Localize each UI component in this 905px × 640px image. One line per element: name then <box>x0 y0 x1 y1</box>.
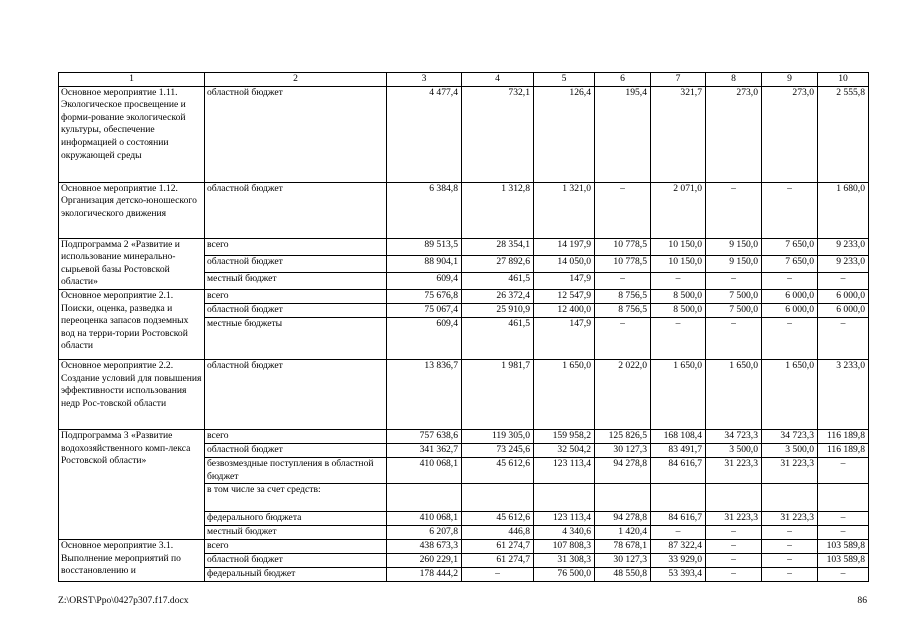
value-cell: 75 676,8 <box>387 289 462 303</box>
value-cell: – <box>818 568 869 582</box>
value-cell: 125 826,5 <box>595 429 651 443</box>
value-cell: 4 340,6 <box>534 526 595 540</box>
page-number: 86 <box>857 595 867 606</box>
value-cell <box>762 484 818 512</box>
value-cell: 3 500,0 <box>706 443 762 457</box>
header-row <box>59 73 869 87</box>
value-cell: 31 223,3 <box>706 457 762 483</box>
funding-source: всего <box>205 289 387 303</box>
value-cell: – <box>818 526 869 540</box>
value-cell: 3 500,0 <box>762 443 818 457</box>
funding-source: местные бюджеты <box>205 317 387 359</box>
measure-name: Подпрограмма 2 «Развитие и использование минерально-сырьевой базы Ростовской области» <box>59 238 205 289</box>
value-cell: 27 892,6 <box>462 255 534 272</box>
value-cell: 1 650,0 <box>534 359 595 429</box>
funding-source: областной бюджет <box>205 86 387 182</box>
value-cell: 8 756,5 <box>595 303 651 317</box>
value-cell: 12 400,0 <box>534 303 595 317</box>
value-cell <box>595 484 651 512</box>
value-cell: 461,5 <box>462 272 534 289</box>
funding-source: федерального бюджета <box>205 512 387 526</box>
table-row <box>59 238 869 255</box>
value-cell: 34 723,3 <box>706 429 762 443</box>
value-cell: – <box>762 272 818 289</box>
measure-name: Основное мероприятие 2.2. Создание условий для повышения эффективности использования недр Рос-товской области <box>59 359 205 429</box>
header-cell: 9 <box>762 73 818 87</box>
value-cell: 14 050,0 <box>534 255 595 272</box>
value-cell: 7 650,0 <box>762 255 818 272</box>
funding-source: всего <box>205 540 387 554</box>
measure-name: Основное мероприятие 3.1. Выполнение мероприятий по восстановлению и <box>59 540 205 582</box>
value-cell: – <box>706 182 762 238</box>
value-cell: 147,9 <box>534 272 595 289</box>
value-cell: 7 500,0 <box>706 303 762 317</box>
value-cell: 119 305,0 <box>462 429 534 443</box>
value-cell: 88 904,1 <box>387 255 462 272</box>
value-cell: 1 321,0 <box>534 182 595 238</box>
value-cell: 9 150,0 <box>706 238 762 255</box>
value-cell: 1 650,0 <box>706 359 762 429</box>
value-cell: 31 223,3 <box>762 512 818 526</box>
value-cell: – <box>651 526 706 540</box>
value-cell: 73 245,6 <box>462 443 534 457</box>
funding-source: областной бюджет <box>205 303 387 317</box>
value-cell: 25 910,9 <box>462 303 534 317</box>
value-cell: 31 223,3 <box>706 512 762 526</box>
value-cell: 1 981,7 <box>462 359 534 429</box>
funding-source: областной бюджет <box>205 554 387 568</box>
value-cell: – <box>762 568 818 582</box>
value-cell: 178 444,2 <box>387 568 462 582</box>
value-cell: 2 022,0 <box>595 359 651 429</box>
value-cell: – <box>818 457 869 483</box>
value-cell: 3 233,0 <box>818 359 869 429</box>
header-cell: 7 <box>651 73 706 87</box>
header-cell: 5 <box>534 73 595 87</box>
value-cell: 30 127,3 <box>595 554 651 568</box>
value-cell: 446,8 <box>462 526 534 540</box>
value-cell: 14 197,9 <box>534 238 595 255</box>
value-cell: – <box>818 317 869 359</box>
value-cell: 10 778,5 <box>595 255 651 272</box>
value-cell: 116 189,8 <box>818 443 869 457</box>
value-cell: 13 836,7 <box>387 359 462 429</box>
value-cell <box>651 484 706 512</box>
value-cell: 33 929,0 <box>651 554 706 568</box>
value-cell: 94 278,8 <box>595 457 651 483</box>
value-cell: 6 000,0 <box>818 303 869 317</box>
value-cell: 8 500,0 <box>651 289 706 303</box>
value-cell: 94 278,8 <box>595 512 651 526</box>
value-cell: 6 000,0 <box>818 289 869 303</box>
value-cell: 7 650,0 <box>762 238 818 255</box>
value-cell <box>706 484 762 512</box>
value-cell: – <box>651 272 706 289</box>
header-cell: 6 <box>595 73 651 87</box>
value-cell: 45 612,6 <box>462 457 534 483</box>
value-cell <box>387 484 462 512</box>
funding-source: всего <box>205 238 387 255</box>
funding-source: местный бюджет <box>205 272 387 289</box>
funding-source: областной бюджет <box>205 182 387 238</box>
measure-name: Основное мероприятие 2.1. Поиски, оценка, разведка и переоценка запасов подземных вод на терри-тории Ростовской области <box>59 289 205 359</box>
value-cell: 123 113,4 <box>534 512 595 526</box>
value-cell: 30 127,3 <box>595 443 651 457</box>
value-cell: 195,4 <box>595 86 651 182</box>
funding-source: областной бюджет <box>205 359 387 429</box>
value-cell: – <box>595 317 651 359</box>
value-cell: 1 650,0 <box>651 359 706 429</box>
value-cell: – <box>651 317 706 359</box>
value-cell: 34 723,3 <box>762 429 818 443</box>
value-cell: 103 589,8 <box>818 554 869 568</box>
value-cell: 84 616,7 <box>651 512 706 526</box>
value-cell: – <box>706 526 762 540</box>
value-cell: 123 113,4 <box>534 457 595 483</box>
value-cell: – <box>706 568 762 582</box>
value-cell: – <box>595 182 651 238</box>
value-cell: – <box>762 182 818 238</box>
value-cell: 6 207,8 <box>387 526 462 540</box>
value-cell: – <box>762 540 818 554</box>
funding-source: в том числе за счет средств: <box>205 484 387 512</box>
value-cell: 76 500,0 <box>534 568 595 582</box>
value-cell: – <box>706 554 762 568</box>
value-cell: 273,0 <box>762 86 818 182</box>
table-row <box>59 540 869 554</box>
value-cell: 168 108,4 <box>651 429 706 443</box>
value-cell <box>462 484 534 512</box>
value-cell: 126,4 <box>534 86 595 182</box>
value-cell: 410 068,1 <box>387 457 462 483</box>
header-cell: 1 <box>59 73 205 87</box>
value-cell: 116 189,8 <box>818 429 869 443</box>
funding-source: федеральный бюджет <box>205 568 387 582</box>
value-cell: 87 322,4 <box>651 540 706 554</box>
funding-source: областной бюджет <box>205 443 387 457</box>
value-cell: 75 067,4 <box>387 303 462 317</box>
value-cell: 8 500,0 <box>651 303 706 317</box>
value-cell: 6 000,0 <box>762 303 818 317</box>
value-cell: 12 547,9 <box>534 289 595 303</box>
measure-name: Основное мероприятие 1.11. Экологическое просвещение и форми-рование экологической культуры, обеспечение информацией о состоянии окружающей среды <box>59 86 205 182</box>
value-cell: – <box>462 568 534 582</box>
footer-file-path: Z:\ORST\Ppo\0427p307.f17.docx <box>58 595 189 606</box>
value-cell: – <box>706 317 762 359</box>
value-cell: 61 274,7 <box>462 540 534 554</box>
value-cell: 48 550,8 <box>595 568 651 582</box>
value-cell <box>818 484 869 512</box>
measure-name: Подпрограмма 3 «Развитие водохозяйственного комп-лекса Ростовской области» <box>59 429 205 539</box>
value-cell: 273,0 <box>706 86 762 182</box>
value-cell: 732,1 <box>462 86 534 182</box>
value-cell: 32 504,2 <box>534 443 595 457</box>
header-cell: 10 <box>818 73 869 87</box>
value-cell: 1 680,0 <box>818 182 869 238</box>
value-cell: – <box>595 272 651 289</box>
value-cell <box>534 484 595 512</box>
value-cell: 438 673,3 <box>387 540 462 554</box>
measure-name: Основное мероприятие 1.12. Организация детско-юношеского экологического движения <box>59 182 205 238</box>
value-cell: 6 000,0 <box>762 289 818 303</box>
value-cell: 78 678,1 <box>595 540 651 554</box>
value-cell: 609,4 <box>387 317 462 359</box>
value-cell: – <box>818 512 869 526</box>
value-cell: 9 233,0 <box>818 255 869 272</box>
value-cell: – <box>762 554 818 568</box>
value-cell: 9 150,0 <box>706 255 762 272</box>
value-cell: 84 616,7 <box>651 457 706 483</box>
value-cell: 103 589,8 <box>818 540 869 554</box>
value-cell: – <box>706 272 762 289</box>
value-cell: 410 068,1 <box>387 512 462 526</box>
value-cell: 26 372,4 <box>462 289 534 303</box>
budget-table <box>58 72 869 582</box>
table-row <box>59 86 869 182</box>
value-cell: 107 808,3 <box>534 540 595 554</box>
value-cell: 8 756,5 <box>595 289 651 303</box>
value-cell: 260 229,1 <box>387 554 462 568</box>
table-row <box>59 182 869 238</box>
funding-source: всего <box>205 429 387 443</box>
value-cell: 83 491,7 <box>651 443 706 457</box>
value-cell: 147,9 <box>534 317 595 359</box>
value-cell: 10 150,0 <box>651 238 706 255</box>
value-cell: 1 312,8 <box>462 182 534 238</box>
value-cell: 6 384,8 <box>387 182 462 238</box>
header-cell: 3 <box>387 73 462 87</box>
value-cell: 341 362,7 <box>387 443 462 457</box>
value-cell: 31 308,3 <box>534 554 595 568</box>
value-cell: 609,4 <box>387 272 462 289</box>
value-cell: – <box>706 540 762 554</box>
value-cell: 7 500,0 <box>706 289 762 303</box>
table-row <box>59 289 869 303</box>
value-cell: – <box>762 526 818 540</box>
header-cell: 8 <box>706 73 762 87</box>
table-row <box>59 359 869 429</box>
value-cell: 45 612,6 <box>462 512 534 526</box>
value-cell: 9 233,0 <box>818 238 869 255</box>
funding-source: областной бюджет <box>205 255 387 272</box>
value-cell: 159 958,2 <box>534 429 595 443</box>
value-cell: 1 650,0 <box>762 359 818 429</box>
value-cell: 89 513,5 <box>387 238 462 255</box>
value-cell: 10 778,5 <box>595 238 651 255</box>
header-cell: 2 <box>205 73 387 87</box>
value-cell: 28 354,1 <box>462 238 534 255</box>
funding-source: местный бюджет <box>205 526 387 540</box>
funding-source: безвозмездные поступления в областной бюджет <box>205 457 387 483</box>
value-cell: 461,5 <box>462 317 534 359</box>
value-cell: 4 477,4 <box>387 86 462 182</box>
value-cell: 321,7 <box>651 86 706 182</box>
value-cell: 53 393,4 <box>651 568 706 582</box>
value-cell: 2 071,0 <box>651 182 706 238</box>
value-cell: 61 274,7 <box>462 554 534 568</box>
value-cell: – <box>762 317 818 359</box>
value-cell: 757 638,6 <box>387 429 462 443</box>
value-cell: 31 223,3 <box>762 457 818 483</box>
value-cell: 10 150,0 <box>651 255 706 272</box>
table-row <box>59 429 869 443</box>
value-cell: 2 555,8 <box>818 86 869 182</box>
header-cell: 4 <box>462 73 534 87</box>
value-cell: 1 420,4 <box>595 526 651 540</box>
value-cell: – <box>818 272 869 289</box>
